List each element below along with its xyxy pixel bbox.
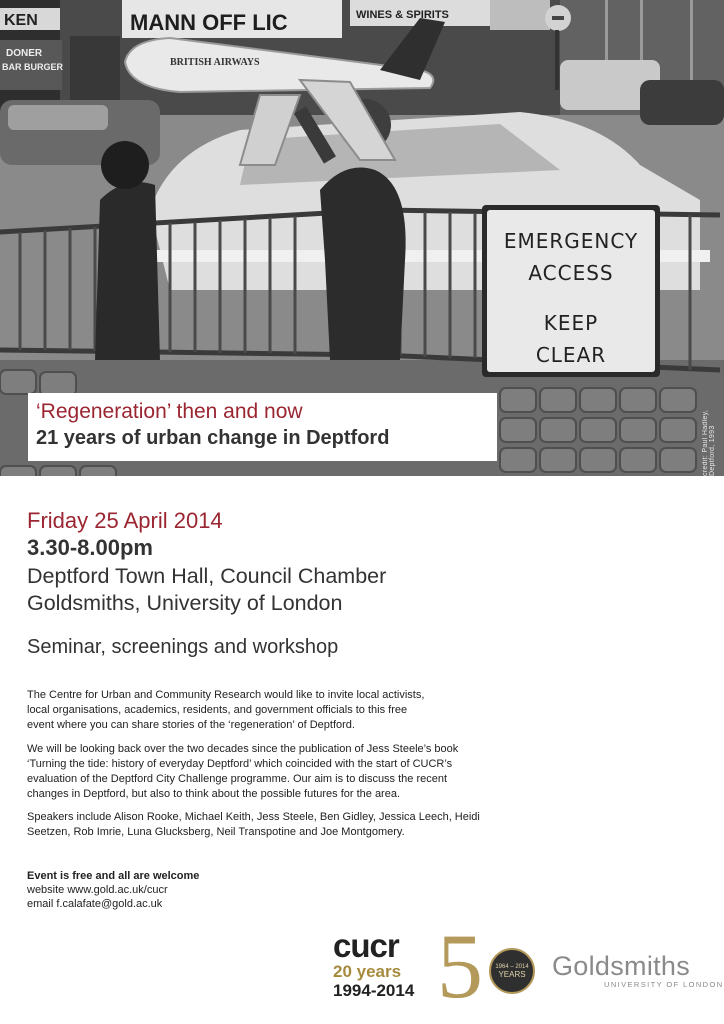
paragraph-line: ‘Turning the tide: history of everyday Deptford’ which coincided with the start of CUCR’s <box>27 758 453 770</box>
shop-sign-burger: BAR BURGER <box>2 62 64 72</box>
event-time: 3.30-8.00pm <box>27 535 153 560</box>
event-venue-line-2: Goldsmiths, University of London <box>27 591 343 615</box>
background-paragraph <box>27 742 507 802</box>
title-line-2: 21 years of urban change in Deptford <box>36 427 390 449</box>
fifty-years-logo <box>437 915 541 1017</box>
paragraph-line: Seetzen, Rob Imrie, Luna Glucksberg, Neil Transpotine and Joe Montgomery. <box>27 826 405 838</box>
paragraph-line: event where you can share stories of the ‘regeneration’ of Deptford. <box>27 719 355 731</box>
goldsmiths-logo <box>552 952 724 989</box>
fifty-numeral: 5 <box>437 915 483 1017</box>
event-date: Friday 25 April 2014 <box>27 508 223 533</box>
paragraph-line: evaluation of the Deptford City Challenge programme. Our aim is to discuss the recent <box>27 773 448 785</box>
sign-text-clear: CLEAR <box>535 343 607 367</box>
paragraph-line: The Centre for Urban and Community Research would like to invite local activists, <box>27 689 425 701</box>
airline-livery-text: BRITISH AIRWAYS <box>170 57 260 68</box>
seal-years-label: YEARS <box>498 970 526 979</box>
sign-text-keep: KEEP <box>543 311 599 335</box>
event-venue-line-1: Deptford Town Hall, Council Chamber <box>27 564 387 588</box>
event-subheading: Seminar, screenings and workshop <box>27 636 339 658</box>
cucr-logo <box>333 927 425 1000</box>
goldsmiths-subtitle: UNIVERSITY OF LONDON <box>604 980 724 989</box>
anniversary-seal-icon <box>489 948 535 994</box>
shop-sign-ken: KEN <box>4 12 38 29</box>
sign-text-emergency: EMERGENCY <box>503 229 639 253</box>
photo-credit: credit: Paul Hadley, Deptford, 1993 <box>702 409 716 476</box>
seal-years-range: 1964 – 2014 <box>495 964 529 970</box>
paragraph-line: local organisations, academics, residents, and government officials to this free <box>27 704 408 716</box>
contact-block <box>27 869 199 911</box>
title-box <box>28 393 497 461</box>
shop-sign-off-licence: MANN OFF LIC <box>130 10 288 35</box>
goldsmiths-wordmark: Goldsmiths <box>552 951 691 981</box>
paragraph-line: Speakers include Alison Rooke, Michael Keith, Jess Steele, Ben Gidley, Jessica Leech, Heidi <box>27 811 480 823</box>
contact-website-link[interactable]: website www.gold.ac.uk/cucr <box>27 884 168 896</box>
paragraph-line: We will be looking back over the two decades since the publication of Jess Steele’s book <box>27 743 459 755</box>
shop-sign-wines: WINES & SPIRITS <box>356 9 449 21</box>
speakers-paragraph <box>27 810 507 840</box>
hero-photo <box>0 0 724 476</box>
contact-email-link[interactable]: email f.calafate@gold.ac.uk <box>27 898 163 910</box>
intro-paragraph <box>27 688 507 733</box>
title-line-1: ‘Regeneration’ then and now <box>36 400 303 423</box>
cucr-years: 20 years <box>333 962 402 981</box>
cucr-year-range: 1994-2014 <box>333 981 415 1000</box>
shop-sign-doner: DONER <box>6 48 43 59</box>
emergency-access-sign <box>482 205 660 377</box>
contact-headline: Event is free and all are welcome <box>27 870 200 882</box>
paragraph-line: changes in Deptford, but also to think about the possible futures for the area. <box>27 788 401 800</box>
cucr-wordmark: cucr <box>333 927 399 964</box>
sign-text-access: ACCESS <box>528 261 614 285</box>
